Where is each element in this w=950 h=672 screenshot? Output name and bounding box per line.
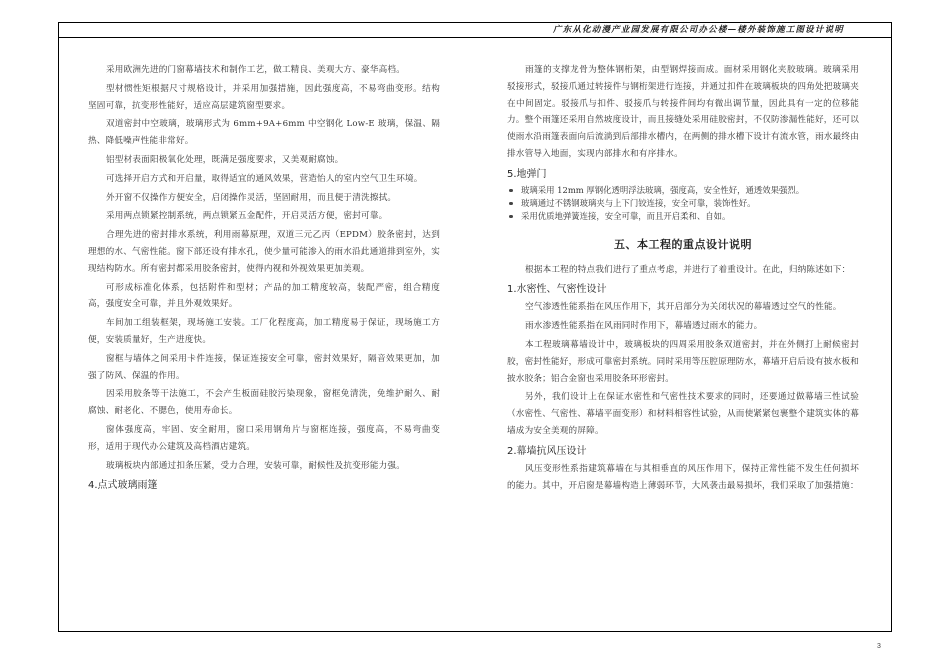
list-item: 采用优质地弹簧连接，安全可靠，而且开启柔和、自如。 bbox=[507, 210, 859, 223]
paragraph: 铝型材表面阳极氧化处理，既满足强度要求，又美观耐腐蚀。 bbox=[106, 154, 344, 165]
paragraph: 根据本工程的特点我们进行了重点考虑，并进行了着重设计。在此，归纳陈述如下： bbox=[525, 264, 851, 275]
paragraph: 空气渗透性能系指在风压作用下，其开启部分为关闭状况的幕墙透过空气的性能。 bbox=[525, 302, 842, 313]
paragraph: 采用两点锁紧控制系统，两点锁紧五金配件，开启灵活方便，密封可靠。 bbox=[106, 211, 388, 222]
paragraph: 窗体强度高，牢固、安全耐用，窗口采用钢角片与窗框连接，强度高，不易弯曲变形，适用于现代办公建筑及高档酒店建筑。 bbox=[88, 424, 440, 452]
paragraph: 雨篷的支撑龙骨为整体钢桁架，由型钢焊接而成。面材采用钢化夹胶玻璃。玻璃采用驳接形式，驳接爪通过转接件与钢桁架进行连接，并通过扣件在玻璃板块的四角处把玻璃夹在中间固定。驳接爪与扣件、驳接爪与转接件间均有微出调节量，因此具有一定的位移能力。整个雨篷还采用自然坡度设计，而且接缝处采用硅胶密封，不仅防渗漏性能好，还可以使雨水沿雨篷表面向后流淌到后部排水槽内，在两侧的排水槽下设计有流水管，雨水最终由排水管导入地面，实现内部排水和有序排水。 bbox=[507, 65, 859, 159]
paragraph: 双道密封中空玻璃，玻璃形式为 6mm+9A+6mm 中空钢化 Low-E 玻璃，保温、隔热、降低噪声性能非常好。 bbox=[88, 119, 440, 147]
spring-door-list bbox=[507, 184, 859, 223]
paragraph: 采用欧洲先进的门窗幕墙技术和制作工艺，做工精良、美观大方、豪华高档。 bbox=[106, 65, 405, 75]
list-item: 玻璃通过不锈钢玻璃夹与上下门铰连接，安全可靠，装饰性好。 bbox=[507, 197, 859, 210]
bullet-dot-icon bbox=[509, 189, 513, 193]
paragraph: 另外，我们设计上在保证水密性和气密性技术要求的同时，还要通过做幕墙三性试验（水密性、气密性、幕墙平面变形）和材料相容性试验，从而使紧紧包裹整个建筑实体的幕墙成为安全美观的屏障。 bbox=[507, 392, 859, 436]
paragraph: 合理先进的密封排水系统，利用雨幕原理，双道三元乙丙（EPDM）胶条密封，达到理想的水、气密性能。窗下部还设有排水孔，使少量可能渗入的雨水沿此通道排到室外，实现结构防水。所有密封都采用胶条密封，使得内视和外视效果更加美观。 bbox=[88, 230, 440, 274]
paragraph: 风压变形性系指建筑幕墙在与其相垂直的风压作用下，保持正常性能不发生任何损坏的能力。其中，开启窗是幕墙构造上薄弱环节，大风袭击最易损坏，我们采取了加强措施： bbox=[507, 463, 859, 491]
right-column bbox=[507, 62, 859, 496]
paragraph: 玻璃板块内部通过扣条压紧，受力合理，安装可靠，耐候性及抗变形能力强。 bbox=[106, 460, 405, 471]
paragraph: 可选择开启方式和开启量，取得适宜的通风效果，营造怡人的室内空气卫生环境。 bbox=[106, 173, 423, 184]
paragraph: 型材惯性矩根据尺寸规格设计，并采用加强措施，因此强度高，不易弯曲变形。结构坚固可靠，抗变形性能好，适应高层建筑窗型要求。 bbox=[88, 83, 440, 111]
page-number: 3 bbox=[877, 643, 881, 650]
paragraph: 雨水渗透性能系指在风雨同时作用下，幕墙透过雨水的能力。 bbox=[525, 321, 763, 332]
paragraph: 窗框与墙体之间采用卡件连接，保证连接安全可靠，密封效果好，隔音效果更加，加强了防风、保温的作用。 bbox=[88, 353, 440, 381]
subheading-watertightness: 1.水密性、气密性设计 bbox=[507, 284, 607, 296]
bullet-dot-icon bbox=[509, 215, 513, 219]
section-title: 五、本工程的重点设计说明 bbox=[614, 237, 752, 251]
list-item: 玻璃采用 12mm 厚钢化透明浮法玻璃，强度高，安全性好，通透效果强烈。 bbox=[507, 184, 859, 197]
page-header bbox=[58, 22, 892, 38]
subheading-wind-pressure: 2.幕墙抗风压设计 bbox=[507, 445, 587, 457]
bullet-dot-icon bbox=[509, 202, 513, 206]
subheading-point-glass-canopy: 4.点式玻璃雨篷 bbox=[88, 480, 158, 492]
subheading-spring-door: 5.地弹门 bbox=[507, 168, 547, 180]
paragraph: 因采用胶条等干法施工，不会产生板面硅胶污染现象，窗框免清洗，免维护耐久、耐腐蚀、耐老化、不腮色，使用寿命长。 bbox=[88, 389, 440, 417]
paragraph: 本工程玻璃幕墙设计中，玻璃板块的四周采用胶条双道密封，并在外侧打上耐候密封胶，密封性能好，形成可靠密封系统。同时采用等压腔原理防水，幕墙开启后设有披水板和披水胶条；铝合金窗也采用胶条环形密封。 bbox=[507, 339, 859, 384]
header-title: 广东从化动漫产业园发展有限公司办公楼—楼外装饰施工图设计说明 bbox=[552, 25, 844, 35]
left-column bbox=[88, 62, 440, 495]
paragraph: 可形成标准化体系，包括附件和型材；产品的加工精度较高，装配严密，组合精度高，强度安全可靠，并且外观效果好。 bbox=[88, 282, 440, 310]
paragraph: 车间加工组装框架，现场施工安装。工厂化程度高，加工精度易于保证，现场施工方便，安装质量好，生产进度快。 bbox=[88, 318, 440, 345]
paragraph: 外开窗不仅操作方便安全，启闭操作灵活，坚固耐用，而且便于清洗擦拭。 bbox=[106, 192, 397, 203]
